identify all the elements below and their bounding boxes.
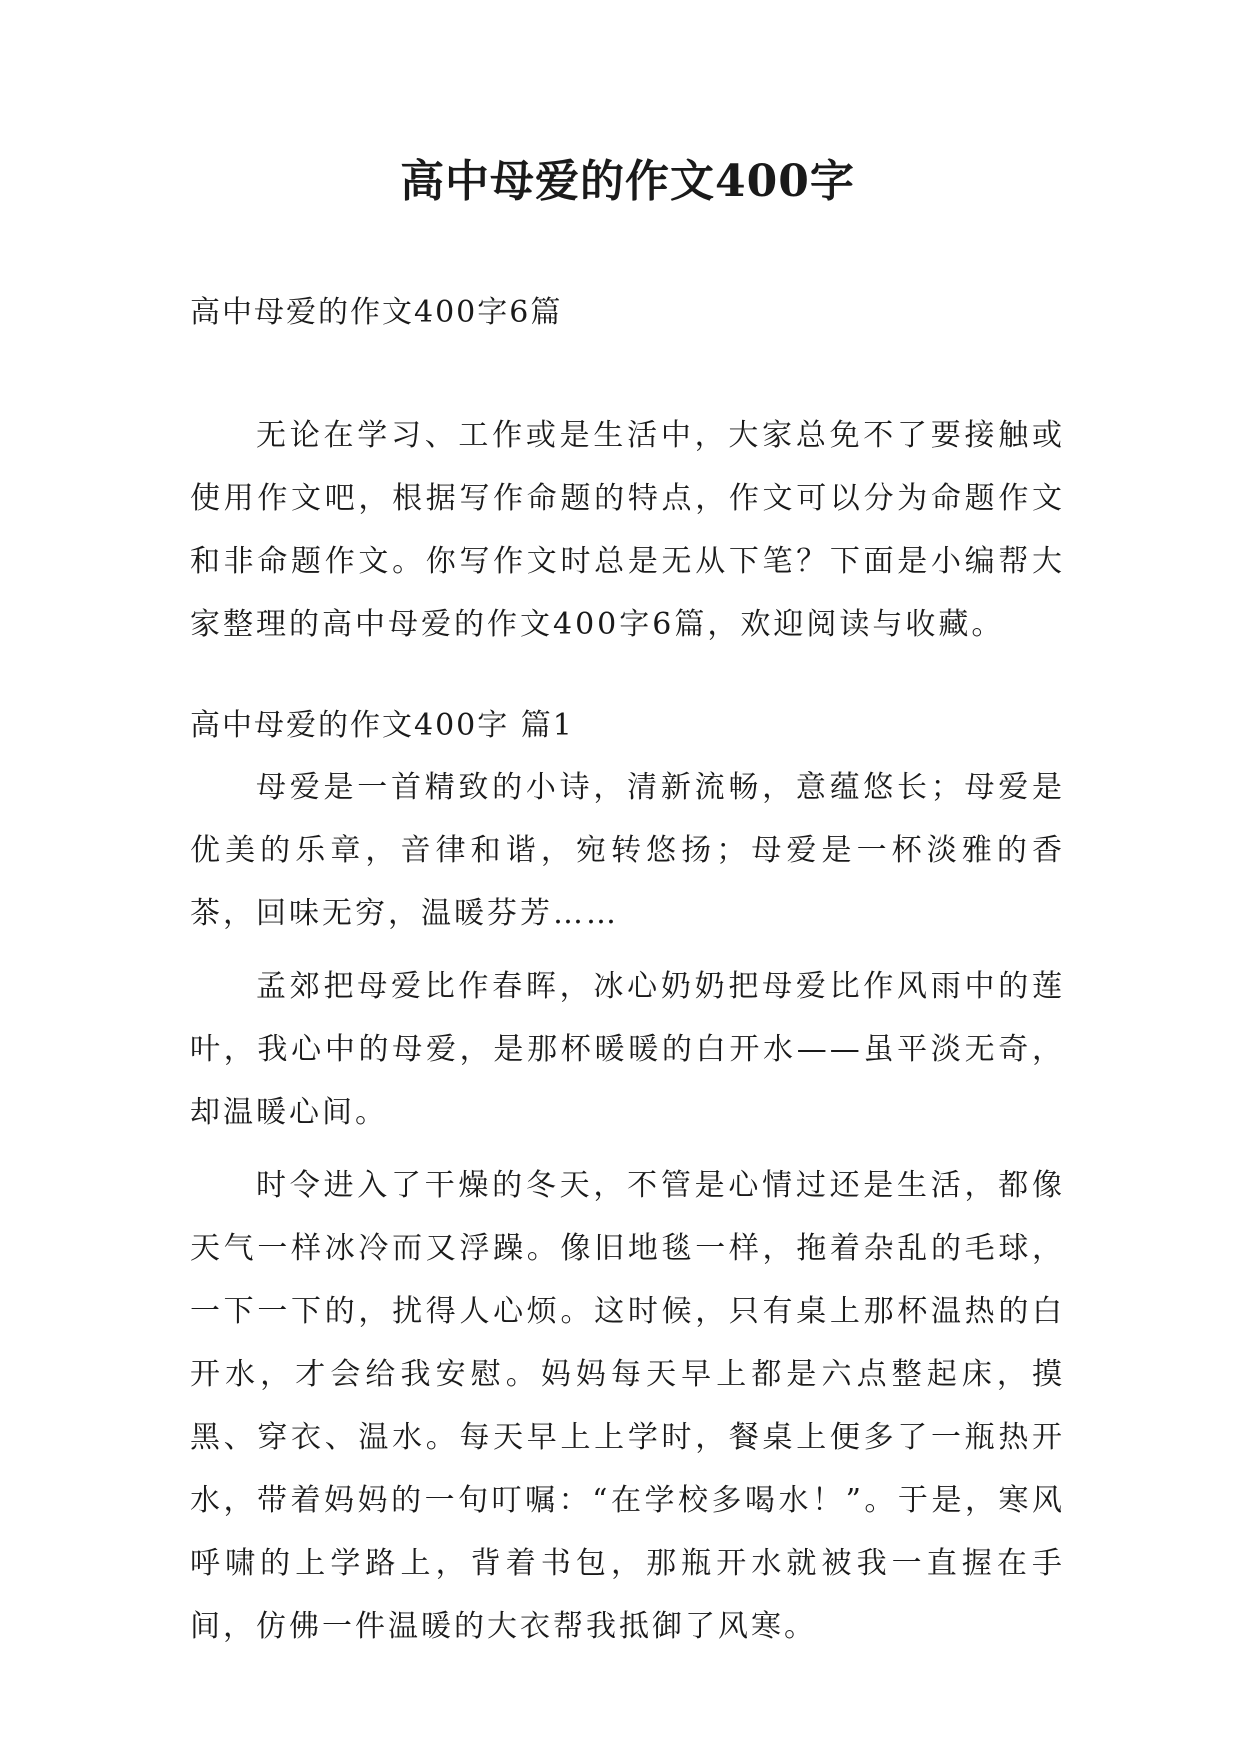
document-subtitle: 高中母爱的作文400字6篇: [190, 295, 563, 330]
document-page: [190, 0, 1065, 1754]
essay-paragraph-2: 孟郊把母爱比作春晖，冰心奶奶把母爱比作风雨中的莲叶，我心中的母爱，是那杯暖暖的白开水——虽平淡无奇，却温暖心间。: [190, 969, 1065, 1130]
essay-paragraph-1: 母爱是一首精致的小诗，清新流畅，意蕴悠长；母爱是优美的乐章，音律和谐，宛转悠扬；母爱是一杯淡雅的香茶，回味无穷，温暖芬芳……: [190, 770, 1065, 931]
essay-section-1: [190, 696, 1065, 1658]
intro-paragraph: 无论在学习、工作或是生活中，大家总免不了要接触或使用作文吧，根据写作命题的特点，作文可以分为命题作文和非命题作文。你写作文时总是无从下笔？下面是小编帮大家整理的高中母爱的作文400字6篇，欢迎阅读与收藏。: [190, 418, 1065, 642]
intro-block: [190, 404, 1065, 656]
document-title: 高中母爱的作文400字: [400, 156, 855, 207]
section-heading: 高中母爱的作文400字 篇1: [190, 708, 574, 743]
essay-paragraph-3: 时令进入了干燥的冬天，不管是心情过还是生活，都像天气一样冰冷而又浮躁。像旧地毯一样，拖着杂乱的毛球，一下一下的，扰得人心烦。这时候，只有桌上那杯温热的白开水，才会给我安慰。妈妈每天早上都是六点整起床，摸黑、穿衣、温水。每天早上上学时，餐桌上便多了一瓶热开水，带着妈妈的一句叮嘱：“在学校多喝水！”。于是，寒风呼啸的上学路上，背着书包，那瓶开水就被我一直握在手间，仿佛一件温暖的大衣帮我抵御了风寒。: [190, 1168, 1065, 1644]
